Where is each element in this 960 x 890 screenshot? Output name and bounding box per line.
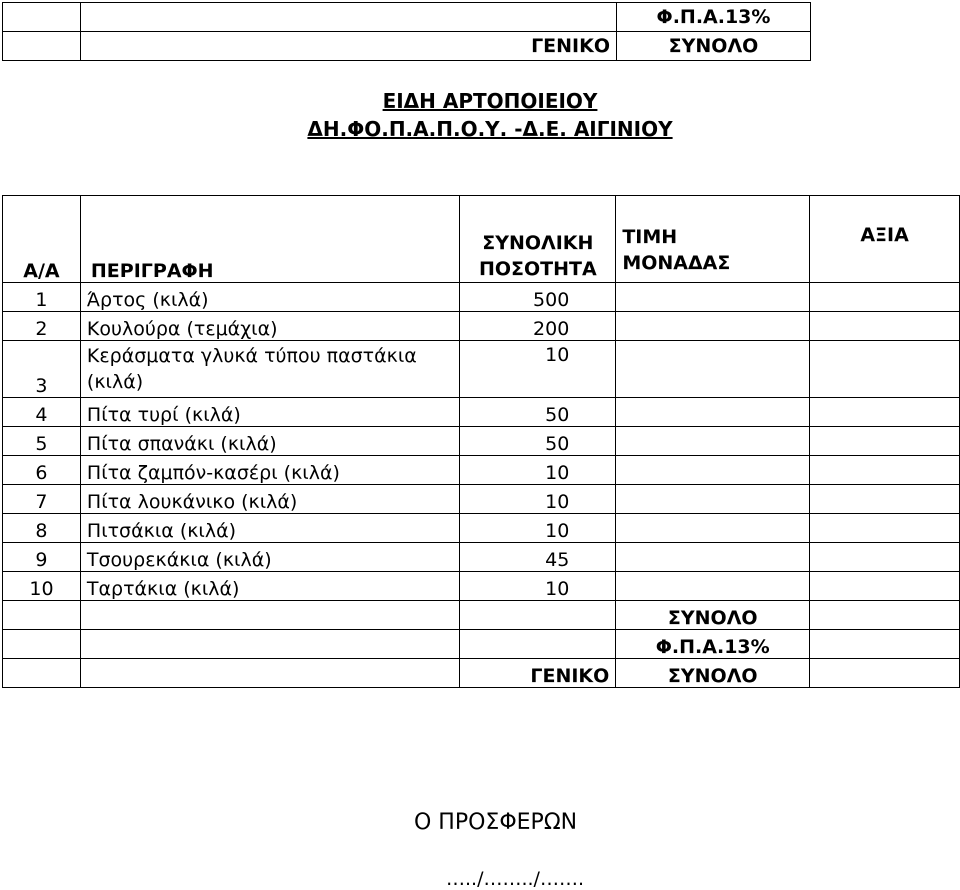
row-index: 9: [3, 543, 81, 572]
table-row: [3, 341, 960, 398]
row-description: [80, 341, 459, 398]
row-value: [810, 485, 960, 514]
footer-general-label: ΓΕΝΙΚΟ: [460, 659, 616, 688]
row-unit-price: [616, 427, 810, 456]
table-header-row: [3, 196, 960, 283]
row-value: [810, 572, 960, 601]
row-description: Πίτα ζαμπόν-κασέρι (κιλά): [80, 456, 459, 485]
table-row: [3, 543, 960, 572]
row-value: [810, 398, 960, 427]
footer-empty-cell: [80, 601, 459, 630]
top-empty-cell: [3, 32, 81, 61]
row-value: [810, 543, 960, 572]
table-row: [3, 398, 960, 427]
row-quantity: 200: [460, 312, 616, 341]
row-unit-price: [616, 572, 810, 601]
row-description: Άρτος (κιλά): [80, 283, 459, 312]
row-description: Πίτα τυρί (κιλά): [80, 398, 459, 427]
row-value: [810, 456, 960, 485]
row-index: 6: [3, 456, 81, 485]
row-unit-price: [616, 312, 810, 341]
row-quantity: 10: [460, 456, 616, 485]
top-empty-cell: [3, 3, 81, 32]
table-row: [3, 283, 960, 312]
top-general-label: ΓΕΝΙΚΟ: [81, 32, 617, 61]
row-description: Ταρτάκια (κιλά): [80, 572, 459, 601]
row-index: 8: [3, 514, 81, 543]
row-value: [810, 312, 960, 341]
row-quantity: 10: [460, 572, 616, 601]
row-quantity: 500: [460, 283, 616, 312]
row-unit-price: [616, 456, 810, 485]
footer-total-value: [810, 601, 960, 630]
document-subtitle: ΔΗ.ΦΟ.Π.Α.Π.Ο.Υ. -Δ.Ε. ΑΙΓΙΝΙΟΥ: [307, 117, 673, 141]
footer-row-vat: [3, 630, 960, 659]
header-quantity-line2: ΠΟΣΟΤΗΤΑ: [478, 258, 597, 280]
footer-empty-cell: [80, 630, 459, 659]
header-quantity: [460, 196, 616, 283]
row-index: 7: [3, 485, 81, 514]
offerer-label: Ο ΠΡΟΣΦΕΡΩΝ: [414, 810, 578, 835]
header-unit-price-line2: ΜΟΝΑΔΑΣ: [622, 252, 731, 274]
row-description-line1: Κεράσματα γλυκά τύπου παστάκια: [86, 345, 417, 367]
row-value: [810, 341, 960, 398]
header-unit-price-line1: ΤΙΜΗ: [622, 226, 678, 248]
footer-row-general-total: [3, 659, 960, 688]
row-quantity: 50: [460, 427, 616, 456]
footer-empty-cell: [460, 601, 616, 630]
header-value: ΑΞΙΑ: [810, 196, 960, 283]
footer-row-total: [3, 601, 960, 630]
footer-empty-cell: [460, 630, 616, 659]
row-description: Κουλούρα (τεμάχια): [80, 312, 459, 341]
footer-empty-cell: [3, 659, 81, 688]
row-index: 4: [3, 398, 81, 427]
row-description: Πιτσάκια (κιλά): [80, 514, 459, 543]
table-row: [3, 514, 960, 543]
row-description: Πίτα σπανάκι (κιλά): [80, 427, 459, 456]
footer-empty-cell: [3, 601, 81, 630]
top-total-label: ΣΥΝΟΛΟ: [617, 32, 811, 61]
table-row: [3, 312, 960, 341]
row-value: [810, 427, 960, 456]
row-index: 1: [3, 283, 81, 312]
row-index: 2: [3, 312, 81, 341]
row-unit-price: [616, 341, 810, 398]
row-index: 5: [3, 427, 81, 456]
row-value: [810, 514, 960, 543]
header-unit-price: [616, 196, 810, 283]
row-unit-price: [616, 485, 810, 514]
document-title: ΕΙΔΗ ΑΡΤΟΠΟΙΕΙΟΥ: [382, 89, 598, 113]
header-index: Α/Α: [3, 196, 81, 283]
footer-general-total-value: [810, 659, 960, 688]
row-quantity: 50: [460, 398, 616, 427]
row-description: Τσουρεκάκια (κιλά): [80, 543, 459, 572]
row-quantity: 10: [460, 514, 616, 543]
top-empty-cell: [81, 3, 617, 32]
footer-vat-value: [810, 630, 960, 659]
row-unit-price: [616, 543, 810, 572]
table-row: [3, 485, 960, 514]
date-placeholder: …../……../…….: [446, 868, 585, 890]
row-index: 3: [3, 341, 81, 398]
footer-empty-cell: [3, 630, 81, 659]
header-quantity-line1: ΣΥΝΟΛΙΚΗ: [482, 232, 594, 254]
row-index: 10: [3, 572, 81, 601]
row-quantity: 10: [460, 485, 616, 514]
row-description-line2: (κιλά): [86, 371, 144, 393]
row-quantity: 10: [460, 341, 616, 398]
header-description: ΠΕΡΙΓΡΑΦΗ: [80, 196, 459, 283]
footer-empty-cell: [80, 659, 459, 688]
footer-vat-label: Φ.Π.Α.13%: [616, 630, 810, 659]
row-quantity: 45: [460, 543, 616, 572]
footer-general-total-label: ΣΥΝΟΛΟ: [616, 659, 810, 688]
items-table: [2, 195, 960, 688]
table-row: [3, 456, 960, 485]
top-vat-label: Φ.Π.Α.13%: [617, 3, 811, 32]
table-row: [3, 427, 960, 456]
row-value: [810, 283, 960, 312]
row-unit-price: [616, 398, 810, 427]
top-summary-table: [2, 2, 811, 61]
row-unit-price: [616, 514, 810, 543]
row-description: Πίτα λουκάνικο (κιλά): [80, 485, 459, 514]
row-unit-price: [616, 283, 810, 312]
footer-total-label: ΣΥΝΟΛΟ: [616, 601, 810, 630]
table-row: [3, 572, 960, 601]
